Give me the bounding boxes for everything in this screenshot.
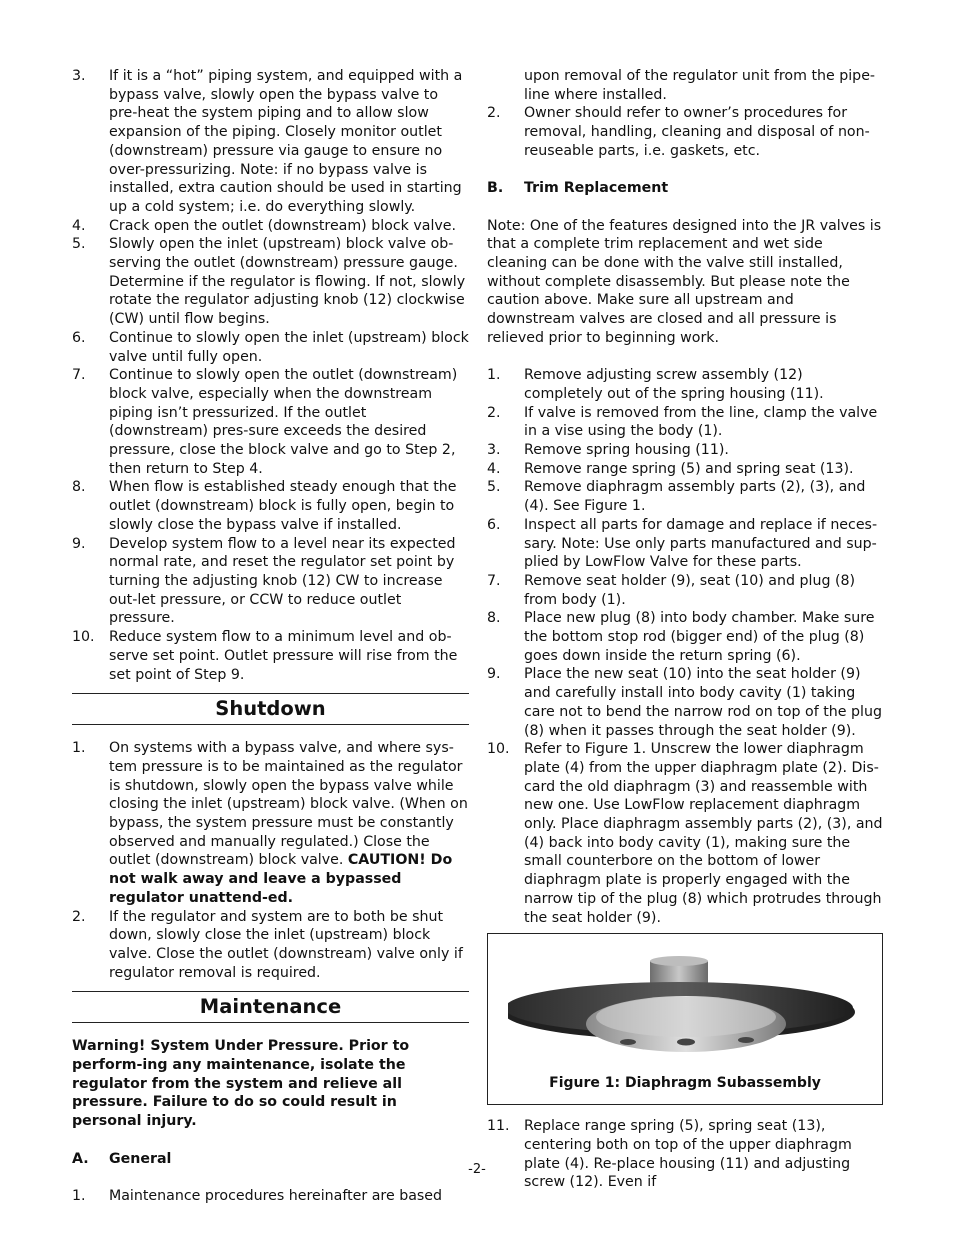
step-text	[524, 366, 883, 403]
step-number: 10.	[487, 741, 510, 758]
list-item	[487, 609, 883, 665]
step-number: 7.	[72, 367, 86, 384]
step-number: 8.	[487, 610, 501, 627]
step-text	[524, 516, 883, 572]
step-text-body: Develop system flow to a level near its expected normal rate, and reset the regulator set point by turning the adjusting knob (12) CW to increase out-let pressure, or CCW to reduce outlet pressure.	[109, 535, 456, 627]
list-item	[487, 441, 883, 460]
step-text-body: If valve is removed from the line, clamp the valve in a vise using the body (1).	[524, 404, 878, 440]
general-title: General	[109, 1150, 172, 1167]
list-item	[487, 478, 883, 515]
trim-title: Trim Replacement	[524, 180, 669, 197]
center-hole	[677, 1039, 695, 1046]
step-number: 9.	[487, 666, 501, 683]
step-text	[524, 572, 883, 609]
step-text-body: When flow is established steady enough that the outlet (downstream) block is fully open, begin to slowly close the bypass valve if installed.	[109, 479, 457, 533]
step-number: 1.	[72, 1187, 86, 1204]
general-letter: A.	[72, 1150, 89, 1167]
step-text	[524, 665, 883, 740]
list-item	[72, 739, 469, 907]
upper-plate-top	[650, 956, 708, 966]
step-text-body: If it is a “hot” piping system, and equipped with a bypass valve, slowly open the bypass valve to pre-heat the system piping and to allow slow expansion of the piping. Closely monitor outlet (downstream) pressure via gauge to ensure no over-pressurizing. Note: if no bypass valve is installed, extra caution should be used in starting up a cold system; i.e. do everything slowly.	[109, 68, 463, 215]
trim-step-11	[487, 1117, 883, 1192]
left-column	[72, 67, 469, 1206]
general-step-2	[487, 104, 883, 160]
list-item	[72, 366, 469, 478]
list-item	[487, 572, 883, 609]
right-column	[487, 67, 883, 1192]
step-text	[524, 740, 883, 927]
step-text	[109, 329, 469, 366]
list-item	[487, 366, 883, 403]
trim-letter: B.	[487, 180, 504, 197]
trim-subheading	[487, 179, 883, 198]
startup-steps-list	[72, 67, 469, 684]
step-text-body: Place new plug (8) into body chamber. Make sure the bottom stop rod (bigger end) of the plug (8) goes down inside the return spring (6).	[524, 610, 875, 664]
figure-caption: Figure 1: Diaphragm Subassembly	[549, 1074, 821, 1091]
list-item	[72, 235, 469, 329]
caution-text: CAUTION! Do not walk away and leave a bypassed regulator unattend-ed.	[109, 852, 453, 906]
trim-note: Note: One of the features designed into the JR valves is that a complete trim replacement and wet side cleaning can be done with the valve still installed, without complete disassembly. But please note the caution above. Make sure all upstream and downstream valves are closed and all pressure is relieved prior to beginning work.	[487, 217, 882, 346]
step-text	[109, 67, 469, 217]
step-number: 2.	[487, 105, 501, 122]
step-text-body: Remove seat holder (9), seat (10) and plug (8) from body (1).	[524, 572, 856, 608]
list-item	[487, 516, 883, 572]
step-text-body: Remove diaphragm assembly parts (2), (3), and (4). See Figure 1.	[524, 479, 866, 515]
maintenance-warning: Warning! System Under Pressure. Prior to perform-ing any maintenance, isolate the regulator from the system and relieve all pressure. Failure to do so could result in personal injury.	[72, 1038, 410, 1130]
step-number: 1.	[72, 740, 86, 757]
step-text-body: Crack open the outlet (downstream) block valve.	[109, 217, 457, 234]
list-item	[487, 665, 883, 740]
step-text	[524, 441, 883, 460]
step-text-body: Remove spring housing (11).	[524, 442, 729, 459]
step-text	[109, 739, 469, 907]
step-text: Replace range spring (5), spring seat (13), centering both on top of the upper diaphragm plate (4). Re-place housing (11) and adjusting screw (12). Even if	[524, 1118, 852, 1191]
step-text	[109, 235, 469, 329]
step-number: 9.	[72, 535, 86, 552]
step-number: 4.	[72, 217, 86, 234]
step-text	[109, 366, 469, 478]
step-number: 11.	[487, 1118, 510, 1135]
step-text-body: Continue to slowly open the outlet (downstream) block valve, especially when the downstream piping isn’t pressurized. If the outlet (downstream) pres-sure exceeds the desired pressure, close the block valve and go to Step 2, then return to Step 4.	[109, 367, 458, 477]
step-text: Maintenance procedures hereinafter are based	[109, 1187, 443, 1204]
step-text	[524, 460, 883, 479]
list-item	[72, 628, 469, 684]
maintenance-heading: Maintenance	[72, 991, 469, 1023]
list-item	[487, 740, 883, 927]
step-text-body: Refer to Figure 1. Unscrew the lower diaphragm plate (4) from the upper diaphragm plate (2). Dis-card the old diaphragm (3) and reassemble with new one. Use LowFlow replacement diaphragm only. Place diaphragm assembly parts (2), (3), and (4) back into body cavity (1), making sure the small counterbore on the bottom of lower diaphragm plate is properly engaged with the narrow tip of the plug (8) which protrudes through the seat holder (9).	[524, 741, 883, 926]
list-item	[72, 908, 469, 983]
step-text	[524, 404, 883, 441]
step-number: 2.	[72, 908, 86, 925]
step-number: 5.	[72, 236, 86, 253]
step-number: 3.	[72, 68, 86, 84]
step-text	[109, 535, 469, 629]
step-number: 5.	[487, 479, 501, 496]
step-number: 10.	[72, 629, 95, 646]
step-number: 8.	[72, 479, 86, 496]
step-text	[524, 478, 883, 515]
step-text-body: Remove range spring (5) and spring seat (13).	[524, 460, 854, 477]
list-item	[72, 217, 469, 236]
bolt-hole	[620, 1039, 636, 1045]
list-item	[487, 460, 883, 479]
figure-1	[487, 933, 883, 1105]
step-number: 6.	[487, 516, 501, 533]
step-number: 2.	[487, 404, 501, 421]
page-number: -2-	[468, 1162, 486, 1177]
step-text	[109, 628, 469, 684]
step-number: 7.	[487, 572, 501, 589]
step-text-body: Continue to slowly open the inlet (upstream) block valve until fully open.	[109, 329, 469, 365]
step-text-body: Reduce system flow to a minimum level and ob-serve set point. Outlet pressure will rise from the set point of Step 9.	[109, 629, 458, 683]
shutdown-steps-list	[72, 739, 469, 982]
step-text-body: Remove adjusting screw assembly (12) completely out of the spring housing (11).	[524, 367, 824, 402]
step-text-body: Slowly open the inlet (upstream) block valve ob-serving the outlet (downstream) pressure gauge. Determine if the regulator is flowing. If not, slowly rotate the regulator adjusting knob (12) clockwise (CW) until flow begins.	[109, 236, 466, 328]
step-number: 1.	[487, 367, 501, 384]
step-number: 4.	[487, 460, 501, 477]
step-text: Owner should refer to owner’s procedures for removal, handling, cleaning and disposal of non-reuseable parts, i.e. gaskets, etc.	[524, 105, 870, 159]
diaphragm-subassembly-image	[508, 954, 864, 1064]
list-item	[72, 67, 469, 217]
step-text	[109, 908, 469, 983]
step-text-body: Inspect all parts for damage and replace if neces-sary. Note: Use only parts manufactured and sup-plied by LowFlow Valve for these parts.	[524, 516, 878, 571]
bolt-hole	[738, 1037, 754, 1043]
list-item	[487, 404, 883, 441]
list-item	[72, 535, 469, 629]
step-text	[109, 478, 469, 534]
step-text-body: Place the new seat (10) into the seat holder (9) and carefully install into body cavity (1) taking care not to bend the narrow rod on top of the plug (8) when it passes through the seat holder (9).	[524, 666, 882, 739]
step-text-body: On systems with a bypass valve, and where sys-tem pressure is to be maintained as the regulator is shutdown, slowly open the bypass valve while closing the inlet (upstream) block valve. (When on bypass, the system pressure must be constantly observed and manually regulated.) Close the outlet (downstream) block valve.	[109, 740, 468, 869]
list-item	[72, 478, 469, 534]
step-text	[524, 609, 883, 665]
trim-steps-list	[487, 366, 883, 927]
step-number: 6.	[72, 329, 86, 346]
general-step-1-continued: upon removal of the regulator unit from the pipe-line where installed.	[524, 68, 876, 103]
list-item	[72, 329, 469, 366]
general-step-1	[72, 1187, 469, 1206]
step-number: 3.	[487, 442, 501, 459]
step-text	[109, 217, 469, 236]
step-text-body: If the regulator and system are to both be shut down, slowly close the inlet (upstream) block valve. Close the outlet (downstream) valve only if regulator removal is required.	[109, 908, 463, 981]
shutdown-heading: Shutdown	[72, 693, 469, 725]
